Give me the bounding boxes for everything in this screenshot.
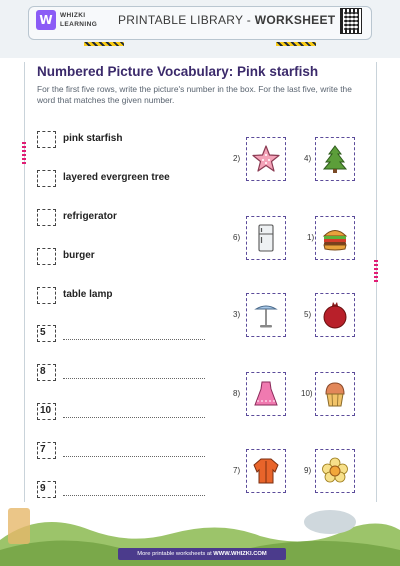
picture-card — [315, 216, 355, 260]
evergreen-tree-icon — [320, 144, 350, 174]
picture-card — [315, 293, 355, 337]
qr-code-icon — [340, 8, 362, 34]
hazard-stripe — [84, 42, 124, 46]
answer-box[interactable] — [37, 287, 56, 304]
answer-line[interactable] — [63, 456, 205, 457]
picture-card — [315, 372, 355, 416]
whizki-logo-icon: W — [36, 10, 56, 30]
picture-card — [315, 449, 355, 493]
picture-label: 5) — [304, 310, 312, 319]
picture-label: 2) — [233, 154, 241, 163]
left-frame-mark — [22, 140, 26, 164]
picture-label: 3) — [233, 310, 241, 319]
pomegranate-icon — [320, 300, 350, 330]
footer-text — [118, 549, 286, 559]
jacket-icon — [251, 456, 281, 486]
answer-line[interactable] — [63, 339, 205, 340]
number-box — [37, 481, 56, 498]
worksheet-title: Numbered Picture Vocabulary: Pink starfish — [37, 64, 319, 79]
cupcake-icon — [320, 379, 350, 409]
row-word: pink starfish — [63, 133, 123, 144]
hazard-stripe — [276, 42, 316, 46]
row-number: 5 — [40, 327, 46, 338]
row-word: refrigerator — [63, 211, 117, 222]
header — [0, 0, 400, 58]
picture-card — [246, 216, 286, 260]
burger-icon — [320, 223, 350, 253]
worksheet-instructions: For the first five rows, write the picture's number in the box. For the last five, write the word that matches the given number. — [37, 84, 352, 105]
picture-label: 1) — [307, 233, 315, 242]
picture-card — [246, 372, 286, 416]
row-number: 8 — [40, 366, 46, 377]
picture-card — [246, 293, 286, 337]
refrigerator-icon — [251, 223, 281, 253]
picture-label: 8) — [233, 389, 241, 398]
picture-card — [246, 137, 286, 181]
row-word: table lamp — [63, 289, 113, 300]
row-word: burger — [63, 250, 95, 261]
row-number: 9 — [40, 483, 46, 494]
header-title — [118, 13, 335, 27]
right-frame-line — [376, 62, 377, 502]
header-title-prefix: PRINTABLE LIBRARY - — [118, 13, 255, 27]
answer-box[interactable] — [37, 209, 56, 226]
number-box — [37, 325, 56, 342]
number-box — [37, 364, 56, 381]
row-number: 10 — [40, 405, 52, 416]
answer-box[interactable] — [37, 170, 56, 187]
number-box — [37, 442, 56, 459]
picture-label: 6) — [233, 233, 241, 242]
row-number: 7 — [40, 444, 46, 455]
picture-label: 9) — [304, 466, 312, 475]
number-box — [37, 403, 56, 420]
left-frame-line — [24, 62, 25, 502]
picture-label: 10) — [301, 389, 313, 398]
starfish-icon — [251, 144, 281, 174]
daffodil-icon — [320, 456, 350, 486]
right-frame-mark — [374, 258, 378, 282]
picture-card — [315, 137, 355, 181]
footer-prefix: More printable worksheets at — [137, 551, 214, 557]
row-word: layered evergreen tree — [63, 172, 170, 183]
picture-card — [246, 449, 286, 493]
footer-site-link[interactable]: WWW.WHIZKI.COM — [213, 551, 267, 557]
answer-line[interactable] — [63, 417, 205, 418]
header-title-bold: WORKSHEET — [254, 13, 336, 27]
dress-icon — [251, 379, 281, 409]
logo-text-line2: LEARNING — [60, 21, 98, 28]
answer-line[interactable] — [63, 378, 205, 379]
answer-box[interactable] — [37, 248, 56, 265]
answer-line[interactable] — [63, 495, 205, 496]
picture-label: 4) — [304, 154, 312, 163]
table-lamp-icon — [251, 300, 281, 330]
picture-label: 7) — [233, 466, 241, 475]
answer-box[interactable] — [37, 131, 56, 148]
logo-text-line1: WHIZKI — [60, 12, 86, 19]
